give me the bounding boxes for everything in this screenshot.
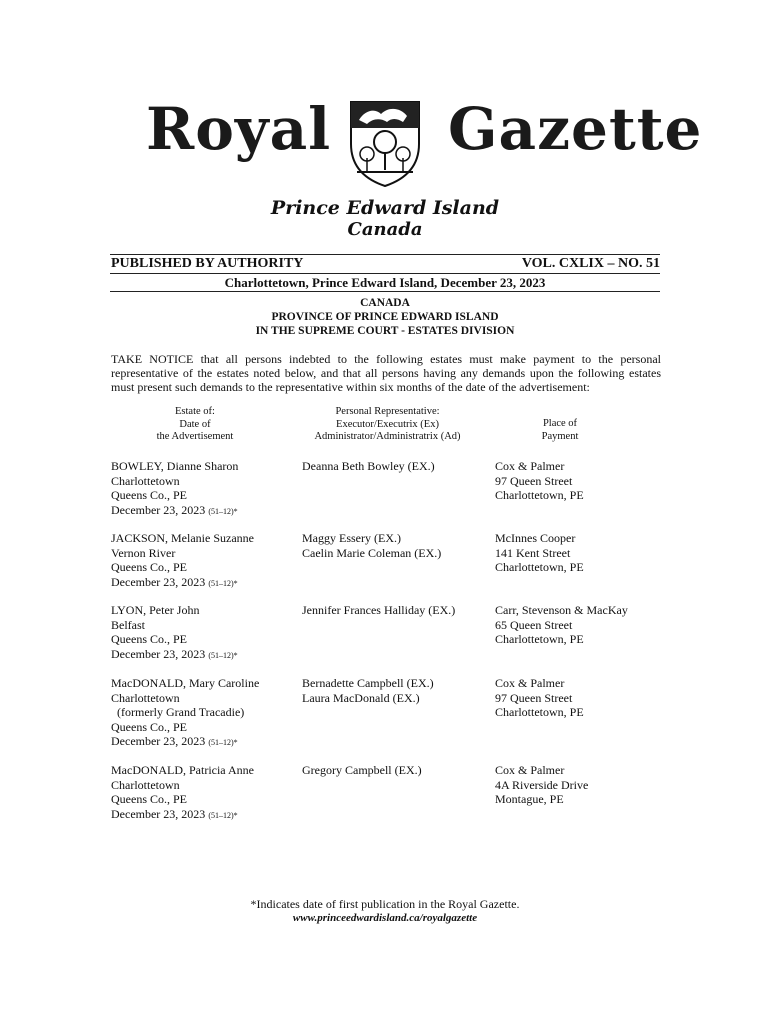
estate-date-line xyxy=(111,503,238,520)
payment-entry xyxy=(495,459,584,503)
estate-entry xyxy=(111,676,259,751)
estate-date-line xyxy=(111,734,259,751)
payment-line: Cox & Palmer xyxy=(495,676,565,690)
payment-line: Carr, Stevenson & MacKay xyxy=(495,603,628,617)
estate-line: Charlottetown xyxy=(111,690,180,705)
column-header-line: Estate of: xyxy=(175,406,215,417)
masthead-royal: Royal xyxy=(146,95,332,163)
payment-line: Charlottetown, PE xyxy=(495,488,584,503)
payment-line: Montague, PE xyxy=(495,792,564,807)
footnote: *Indicates date of first publication in the Royal Gazette. xyxy=(250,897,520,911)
column-header-line: the Advertisement xyxy=(156,431,234,442)
representative-name: Laura MacDonald (EX.) xyxy=(302,690,420,705)
publication-ref: (51–12)* xyxy=(208,506,238,516)
heading-canada: CANADA xyxy=(360,297,410,309)
estate-entry xyxy=(111,459,238,519)
payment-line: Cox & Palmer xyxy=(495,459,565,473)
estate-entry xyxy=(111,531,254,591)
volume-number: VOL. CXLIX – NO. 51 xyxy=(521,256,660,271)
estate-line: Charlottetown xyxy=(111,473,180,488)
column-header-line: Administrator/Administratrix (Ad) xyxy=(314,431,461,442)
notice-paragraph: TAKE NOTICE that all persons indebted to the following estates must make payment to the personal representative of the estates noted below, and that all persons having any demands upon the following estates must present such demands to the representative within six months of the date of the advertisement: xyxy=(111,352,661,394)
payment-line: 4A Riverside Drive xyxy=(495,777,589,792)
representative-entry xyxy=(302,676,434,705)
payment-line: 97 Queen Street xyxy=(495,690,573,705)
payment-line: 65 Queen Street xyxy=(495,617,573,632)
estate-date: December 23, 2023 xyxy=(111,734,206,749)
subtitle-country: Canada xyxy=(347,219,423,240)
payment-line: Charlottetown, PE xyxy=(495,705,584,720)
representative-entry xyxy=(302,763,422,778)
subtitle-province: Prince Edward Island xyxy=(270,197,500,219)
estate-line: Queens Co., PE xyxy=(111,632,187,647)
representative-entry xyxy=(302,531,441,560)
estate-date: December 23, 2023 xyxy=(111,574,206,589)
publication-ref: (51–12)* xyxy=(208,738,238,748)
estate-date-line xyxy=(111,647,238,664)
estate-name: JACKSON, Melanie Suzanne xyxy=(111,531,254,545)
estate-line: Vernon River xyxy=(111,545,176,560)
payment-line: Charlottetown, PE xyxy=(495,632,584,647)
estate-date-line xyxy=(111,807,254,824)
estate-line: Charlottetown xyxy=(111,777,180,792)
column-header-estate xyxy=(135,406,255,444)
masthead-gazette: Gazette xyxy=(448,95,703,163)
payment-entry xyxy=(495,763,588,807)
publication-ref: (51–12)* xyxy=(208,810,238,820)
column-header-line: Payment xyxy=(541,430,579,442)
representative-name: Bernadette Campbell (EX.) xyxy=(302,676,434,690)
representative-name: Gregory Campbell (EX.) xyxy=(302,763,422,777)
estate-date-line xyxy=(111,575,254,592)
estate-name: MacDONALD, Mary Caroline xyxy=(111,676,260,690)
representative-entry xyxy=(302,459,435,474)
column-header-payment xyxy=(505,418,615,443)
payment-line: 97 Queen Street xyxy=(495,473,573,488)
estate-line: Queens Co., PE xyxy=(111,488,187,503)
representative-name: Deanna Beth Bowley (EX.) xyxy=(302,459,435,473)
estate-date: December 23, 2023 xyxy=(111,806,206,821)
column-header-line: Executor/Executrix (Ex) xyxy=(336,418,439,430)
heading-province: PROVINCE OF PRINCE EDWARD ISLAND xyxy=(271,311,499,323)
column-header-line: Place of xyxy=(542,418,578,429)
representative-name: Caelin Marie Coleman (EX.) xyxy=(302,545,442,560)
column-header-representative xyxy=(300,406,475,444)
estate-date: December 23, 2023 xyxy=(111,646,206,661)
estate-line: Queens Co., PE xyxy=(111,792,187,807)
header-rule-bottom xyxy=(110,291,660,292)
header-rule-middle xyxy=(110,273,660,274)
estate-name: BOWLEY, Dianne Sharon xyxy=(111,459,239,473)
payment-line: 141 Kent Street xyxy=(495,545,571,560)
published-by-authority: PUBLISHED BY AUTHORITY xyxy=(111,256,304,271)
estate-name: LYON, Peter John xyxy=(111,603,200,617)
column-header-line: Personal Representative: xyxy=(335,406,440,417)
column-header-line: Date of xyxy=(179,418,211,430)
representative-name: Maggy Essery (EX.) xyxy=(302,531,401,545)
estate-line: Queens Co., PE xyxy=(111,560,187,575)
estate-entry xyxy=(111,763,254,823)
representative-name: Jennifer Frances Halliday (EX.) xyxy=(302,603,456,617)
publication-ref: (51–12)* xyxy=(208,578,238,588)
coat-of-arms-icon xyxy=(345,98,425,188)
representative-entry xyxy=(302,603,455,618)
payment-line: Charlottetown, PE xyxy=(495,560,584,575)
estate-line: (formerly Grand Tracadie) xyxy=(111,705,245,720)
payment-entry xyxy=(495,676,584,720)
estate-name: MacDONALD, Patricia Anne xyxy=(111,763,254,777)
dateline: Charlottetown, Prince Edward Island, December 23, 2023 xyxy=(224,275,546,290)
heading-court: IN THE SUPREME COURT - ESTATES DIVISION xyxy=(255,325,515,337)
gazette-url-link[interactable]: www.princeedwardisland.ca/royalgazette xyxy=(292,912,478,924)
header-rule-top xyxy=(110,254,660,255)
payment-line: McInnes Cooper xyxy=(495,531,576,545)
estate-line: Belfast xyxy=(111,617,145,632)
estate-date: December 23, 2023 xyxy=(111,502,206,517)
payment-entry xyxy=(495,531,584,575)
estate-entry xyxy=(111,603,238,663)
payment-entry xyxy=(495,603,628,647)
estate-line: Queens Co., PE xyxy=(111,719,187,734)
payment-line: Cox & Palmer xyxy=(495,763,565,777)
publication-ref: (51–12)* xyxy=(208,650,238,660)
